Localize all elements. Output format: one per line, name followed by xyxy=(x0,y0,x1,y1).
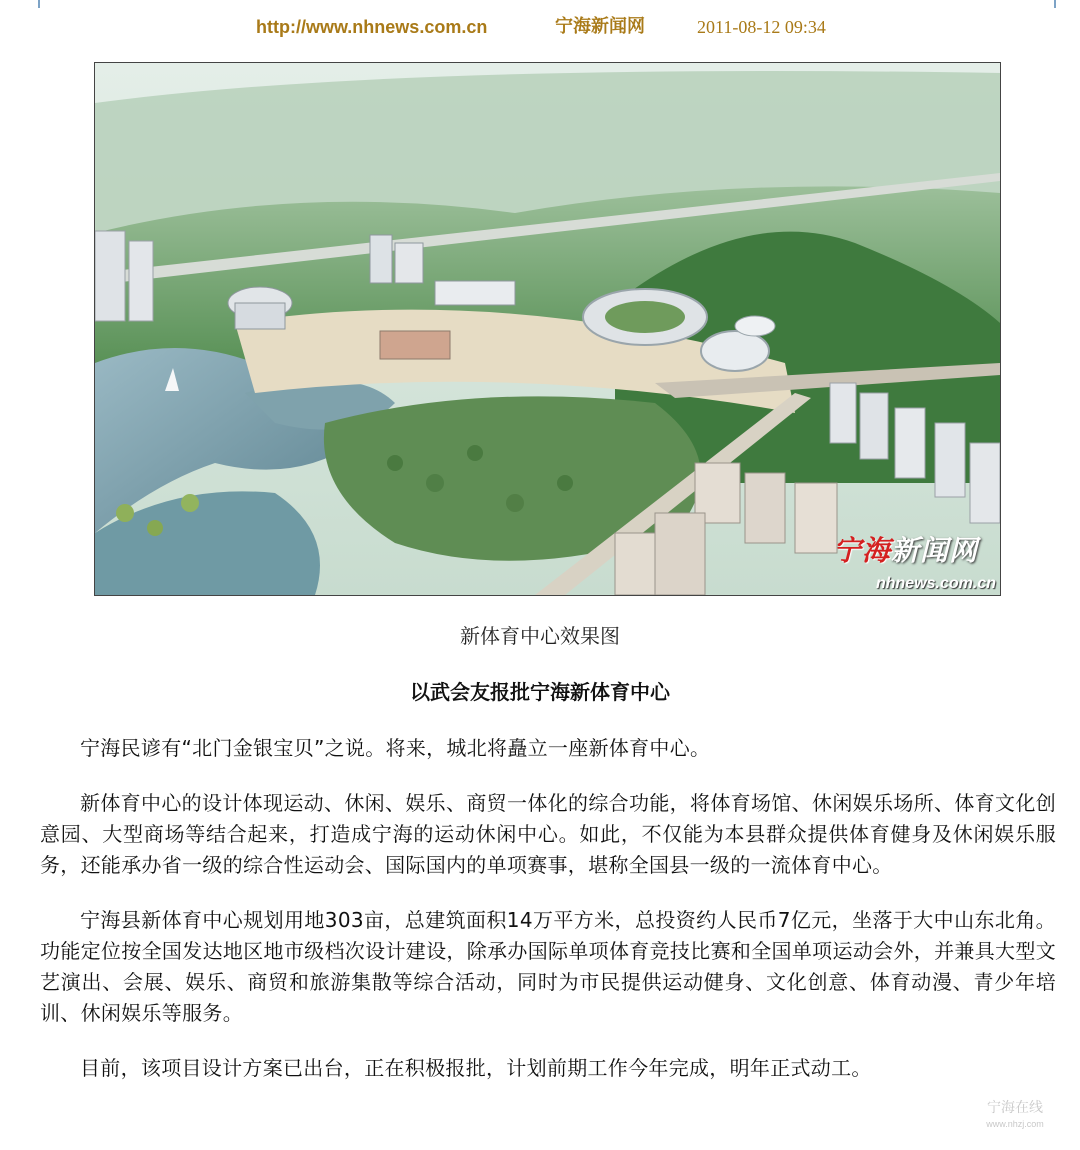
site-watermark-stamp xyxy=(960,1100,1070,1132)
rendering-illustration xyxy=(95,63,1000,595)
article-paragraph: 目前，该项目设计方案已出台，正在积极报批，计划前期工作今年完成，明年正式动工。 xyxy=(80,1056,872,1080)
watermark-part2: 新闻网 xyxy=(890,534,978,567)
source-bar xyxy=(0,13,1080,41)
sports-center-rendering xyxy=(94,62,1001,596)
publish-datetime: 2011-08-12 09:34 xyxy=(697,17,826,37)
watermark-part1: 宁海 xyxy=(832,534,891,567)
article-paragraph: 宁海民谚有“北门金银宝贝”之说。将来，城北将矗立一座新体育中心。 xyxy=(80,736,711,760)
image-watermark-url: nhnews.com.cn xyxy=(875,575,996,592)
frame-border-right xyxy=(1054,0,1056,8)
source-site-name[interactable]: 宁海新闻网 xyxy=(555,16,645,37)
frame-border-left xyxy=(38,0,40,8)
article-body xyxy=(40,733,1056,1108)
article-headline: 以武会友报批宁海新体育中心 xyxy=(410,680,670,704)
image-caption: 新体育中心效果图 xyxy=(460,624,620,648)
site-stamp-domain: www.nhzj.com xyxy=(986,1119,1044,1129)
image-watermark-logo xyxy=(833,529,978,569)
site-stamp-name: 宁海在线 xyxy=(987,1100,1043,1116)
article-paragraph: 宁海县新体育中心规划用地303亩，总建筑面积14万平方米，总投资约人民币7亿元，坐落于大中山东北角。功能定位按全国发达地区地市级档次设计建设，除承办国际单项体育竞技比赛和全国单项运动会外，并兼具大型文艺演出、会展、娱乐、商贸和旅游集散等综合活动，同时为市民提供运动健身、文化创意、体育动漫、青少年培训、休闲娱乐等服务。 xyxy=(40,908,1056,1025)
article-paragraph: 新体育中心的设计体现运动、休闲、娱乐、商贸一体化的综合功能，将体育场馆、休闲娱乐场所、体育文化创意园、大型商场等结合起来，打造成宁海的运动休闲中心。如此，不仅能为本县群众提供体育健身及休闲娱乐服务，还能承办省一级的综合性运动会、国际国内的单项赛事，堪称全国县一级的一流体育中心。 xyxy=(40,791,1056,877)
source-url-link[interactable]: http://www.nhnews.com.cn xyxy=(256,17,488,37)
